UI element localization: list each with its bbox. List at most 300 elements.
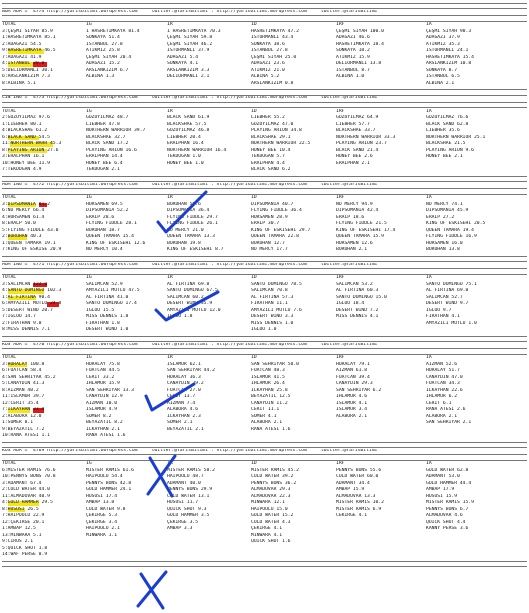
separator-line (2, 188, 527, 195)
rating-cell: SONKAYA 51.4 (86, 35, 120, 40)
separator-line (2, 89, 527, 96)
rating-cell: CEKIRGE 4.1 (336, 513, 368, 518)
rating-cell: PENNYS BONS 42.8 (86, 480, 132, 486)
rating-cell: ERALPHAN 16.4 (167, 141, 204, 146)
rating-cell: BEYAZATIL 2.1 (167, 426, 204, 432)
race-header-text: CIN ING = "4773 http://yarisbilimi.wordpress.com twitter:@YarisBilimi : http://yarisbilimi.wordpress.com twitter:@YarisBilimi (2, 96, 378, 100)
rating-cell: QUICK SHOT 4.4 (426, 519, 466, 525)
rating-cell: 1 HASRETIMKAYA 81.4 (86, 28, 140, 34)
total-cell: 9:BEYAZATIL 7.2 (2, 426, 45, 432)
total-cell: 2:GÖZÜYILMAZ 97.6 (2, 115, 50, 120)
race-block (2, 256, 527, 334)
rating-cell: AMYAZILI MUTLU 12.0 (167, 307, 221, 313)
total-cell: 7:ADAGAZI 41.9 (2, 54, 42, 60)
column-label: 1RF (336, 275, 345, 280)
rating-cell: HUSUSI 15.9 (426, 493, 458, 499)
total-cell: 2:ADAGAZI 54.5 (2, 41, 42, 47)
rating-cell: ALMADOVAR 22.3 (251, 493, 291, 499)
rating-cell: QUICK SHOT 9.3 (167, 506, 207, 512)
table-row (2, 327, 527, 334)
rating-cell: DIPSOMANIA 40.7 (251, 201, 294, 207)
rating-cell: COLD WATER 13.1 (167, 493, 210, 499)
total-cell: 8:AIZMAN 40.2 (2, 387, 39, 393)
total-cell: 8:ALBINA 5.1 (2, 80, 36, 86)
rating-cell: ADAGAZI 23.6 (251, 61, 285, 66)
column-label: 1D (251, 275, 257, 280)
rating-cell: GOLD WATER 15.2 (251, 513, 294, 518)
rating-cell: AL FIRTINA 69.0 (426, 288, 469, 293)
rating-cell: QUEEN TAMARA 15.4 (86, 234, 134, 239)
rating-cell: ADAGAZI 15.2 (86, 61, 120, 66)
separator-line (2, 348, 527, 355)
rating-cell: DELIORMANLI 13.8 (336, 61, 382, 66)
rating-cell: IGLOO 1.0 (251, 327, 277, 332)
total-cell: 6:FUATCAN 58.4 (2, 368, 42, 373)
rating-cell: KANNY PERSE 3.6 (426, 526, 469, 531)
rating-cell: AIZMAN 7.4 (167, 400, 196, 406)
separator-line (2, 15, 527, 22)
rating-cell: ÇEŞMİ SIYAH 46.2 (167, 41, 213, 47)
rating-cell: AMBAP 13.8 (86, 500, 115, 505)
rating-cell: ÇEŞMİ SIYAH 20.4 (86, 54, 132, 60)
rating-cell: ISTORMANLI 37.9 (167, 48, 210, 53)
rating-cell: ADAMANT 34.4 (336, 480, 370, 486)
rating-cell: ISTANBUL 27.8 (251, 48, 288, 53)
rating-cell: HAIPOOLU 54.4 (86, 474, 123, 479)
rating-cell: HONEY BEE 2.6 (336, 154, 373, 159)
rating-cell: ADAMANT 53.0 (426, 474, 460, 479)
race-header-text: KOS ADA = "4770 http://yarisbilimi.wordpress.com twitter:@YarisBilimi : http://yarisbilimi.wordpress.com twitter:@YarisBilimi (2, 342, 378, 347)
rating-cell: TEKDOGAN 2.1 (86, 167, 120, 172)
rating-cell: ARSLANKIZIM 0.8 (251, 80, 294, 86)
rating-cell: IGLOO 1.8 (167, 314, 193, 319)
rating-cell: BLACK SAND 61.9 (167, 115, 210, 120)
rating-cell: ÇEKIRGE 3.5 (167, 519, 199, 525)
rating-cell: HURSAMEN 28.9 (251, 214, 288, 220)
rating-cell: SONKAYA 18.2 (336, 48, 370, 53)
rating-cell: ISTORMANLI 43.4 (251, 35, 294, 40)
rating-cell: PLAYING ARION 23.7 (336, 141, 387, 146)
rating-cell: KING OF ESKISEHI 8.7 (167, 247, 224, 252)
rating-cell: ÇEŞMİ SIYAH 90.3 (426, 28, 472, 34)
column-label: 1RF (336, 461, 345, 466)
separator-line (2, 442, 527, 449)
column-label: 1A (426, 22, 432, 27)
rating-cell: HASRETIMKAYA 15.4 (426, 54, 474, 60)
race-header (2, 343, 527, 348)
rating-cell: SALIMCAN 52.9 (86, 281, 123, 287)
rating-cell: ISLAMOR 3.4 (336, 407, 368, 412)
total-cell: 10:RANA ATESI 1.1 (2, 433, 50, 438)
rating-cell: CANAYDIN 47.0 (426, 374, 463, 380)
rating-cell: ALMADOVAR 13.3 (336, 493, 376, 499)
rating-cell: SÖMER 2.1 (167, 420, 193, 425)
total-cell: 2:BÖRÜHAN 40.3 (2, 234, 42, 239)
total-cell: 13:MINWARA 5.1 (2, 532, 42, 538)
rating-cell: IGLOO 18.4 (336, 301, 365, 306)
total-cell: 4:HURSAMEN 61.4 (2, 214, 45, 220)
rating-cell: HUSUSI 17.4 (86, 493, 118, 499)
rating-cell: HURSAMEN 69.5 (86, 201, 123, 207)
column-label: TOTAL (2, 108, 17, 114)
rating-cell: ÇEKIRGE 3.4 (86, 519, 118, 525)
total-cell: 4:GOLD HAMMER 29.5 (2, 500, 53, 505)
total-cell: 11:ISLAMOR 39.7 (2, 394, 45, 399)
rating-cell: ÇEŞMİ SIYAH 100.0 (336, 28, 384, 34)
rating-cell: PLAYING ARION 16.6 (86, 147, 137, 153)
total-cell: 1:QUEEN TAMARA 19.1 (2, 240, 56, 246)
separator-line (2, 256, 527, 263)
rating-cell: CANAYDIN 29.3 (336, 381, 373, 386)
rating-cell: ILKAYHAN 22.6 (426, 387, 463, 393)
rating-cell: ISLAMOR 62.1 (167, 361, 201, 367)
rating-cell: BÖRÜHAN 19.8 (167, 240, 201, 246)
column-label: 1D (251, 22, 257, 27)
rating-cell: SALIMCAN 53.2 (336, 281, 373, 287)
rating-cell: FUATCAN 34.3 (426, 381, 460, 386)
rating-cell: HONEY BEE 10.4 (251, 147, 291, 153)
rating-cell: RANA ATESI 2.6 (426, 407, 466, 412)
rating-cell: HONEY BEE 1.0 (167, 160, 204, 166)
rating-cell: BLACK SAND 6.2 (251, 167, 291, 172)
rating-cell: SALIMCAN 52.7 (426, 294, 463, 300)
race-header-text: KOS ADA = "4769 http://yarisbilimi.wordpress.com twitter:@YarisBilimi : http://yarisbilimi.wordpress.com twitter:@YarisBilimi (2, 448, 378, 453)
rating-cell: GÖZÜYILMAZ 47.0 (251, 121, 294, 127)
total-cell: 3:SALIMCAN 122.0 (2, 281, 48, 287)
rating-cell: AIZMAN 52.6 (426, 361, 458, 367)
rating-cell: SONKAYA 4.1 (167, 61, 199, 66)
total-cell: 1:AL FIRTINA 90.4 (2, 294, 50, 300)
rating-cell: ISTANBUL 8.7 (336, 67, 370, 73)
column-label: 1R (167, 355, 173, 360)
rating-cell: ISTORMANLI 24.1 (426, 48, 469, 53)
rating-cell: LIEBHER 35.6 (426, 128, 460, 133)
rating-cell: FLYING FIDDLE 26.1 (167, 221, 218, 226)
column-label: 1R (167, 108, 173, 114)
total-cell: 4:BLACKSHAE 61.2 (2, 128, 48, 133)
total-cell: 4:SANTO DOMINGO 102.3 (2, 288, 62, 293)
rating-cell: NO MERCY 74.1 (426, 201, 463, 207)
rating-cell: DIPSOMANIA 52.2 (86, 208, 129, 213)
rating-cell: ISLAMOR 4.1 (336, 400, 368, 406)
rating-cell: COLD WATER 9.8 (86, 506, 126, 512)
total-cell: 8:PLAYING ARION 27.6 (2, 147, 59, 153)
rating-cell: LIEBHER 57.7 (336, 121, 370, 127)
total-cell: 14:WAF PERSE 0.9 (2, 552, 48, 557)
race-header (2, 96, 527, 101)
total-cell: 10:HONEY BEE 11.9 (2, 160, 50, 166)
column-label: TOTAL (2, 355, 17, 360)
rating-cell: BLACKSHAE 57.5 (167, 121, 207, 127)
race-header (2, 263, 527, 268)
rating-cell: ATIKMIZ 25.8 (86, 48, 120, 53)
rating-cell: QUEEN TAMARA 15.9 (336, 234, 384, 239)
total-cell: 12:CERIT 35.4 (2, 400, 39, 406)
total-cell: 6:NO MERCY 66.4 (2, 208, 45, 213)
total-cell: 2:COLD WATER 44.0 (2, 487, 50, 492)
rating-cell: DIPSOMANIA 45.9 (426, 208, 469, 213)
rating-cell: ADAGAZI 37.9 (426, 35, 460, 40)
rating-cell: BÖRÜHAN 12.7 (251, 240, 285, 246)
rating-cell: AMYAZILI MUTLU 47.5 (86, 288, 140, 293)
rating-cell: ILKAYHAN 2.1 (86, 426, 120, 432)
rating-cell: ERALP 27.2 (426, 214, 455, 220)
separator-line (2, 3, 527, 10)
column-label: 1A (426, 195, 432, 200)
rating-cell: MISS DENNIS 1.8 (86, 314, 129, 319)
rating-cell: KING OF ESKISEHI 17.4 (336, 227, 396, 233)
total-cell: 5:FLYING FIDDLE 43.0 (2, 227, 59, 233)
rating-cell: ADAGAZI 5.4 (167, 54, 199, 60)
rating-cell: ÇEKIRGE 5.3 (86, 513, 118, 518)
rating-cell: DESERT WIND 7.2 (336, 307, 379, 313)
rating-cell: ÇEKIRGE 4.1 (251, 526, 283, 531)
rating-cell: LIEBHER 47.8 (86, 121, 120, 127)
column-label: 1G (86, 461, 92, 466)
rating-cell: ERALPHAN 14.4 (86, 154, 123, 159)
rating-cell: HASRETIMKAYA 47.2 (251, 28, 299, 34)
rating-cell: MISS DENNIS 4.1 (336, 314, 379, 319)
rating-cell: FIRATHAN 4.1 (426, 314, 460, 319)
column-label: 1A (426, 275, 432, 280)
rating-cell: AL FIRTINA 60.3 (336, 288, 379, 293)
rating-cell: BLACKSHAE 21.5 (426, 141, 466, 146)
total-cell: 7:ILKAYHAN 33.4 (2, 407, 45, 412)
rating-cell: BLACKSHAE 33.7 (336, 128, 376, 133)
rating-cell: QUICK SHOT 1.6 (251, 539, 291, 544)
column-label: 1G (86, 195, 92, 200)
rating-cell: PENNYS BONS 55.6 (336, 467, 382, 473)
total-cell: 8:MISS DENNIS 7.1 (2, 327, 50, 332)
rating-cell: SAN SEHRIYAR 2.1 (426, 420, 472, 425)
table-row (2, 81, 527, 88)
column-label: 1R (167, 461, 173, 466)
separator-line (2, 336, 527, 343)
rating-cell: ILKAYHAN 2.3 (167, 413, 201, 419)
rating-cell: GÖZÜYILMAZ 64.9 (336, 115, 379, 120)
race-block (2, 89, 527, 174)
rating-cell: ISTANBUL 6.5 (426, 74, 460, 79)
rating-cell: DESERT WIND 3.3 (251, 314, 294, 319)
rating-cell: KING OF ESKISEHI 12.6 (86, 240, 146, 246)
rating-cell: SAN SEHRIYAR 44.2 (167, 368, 215, 373)
rating-cell: ALBINA 5.2 (251, 74, 280, 79)
rating-cell: FLYING FIDDLE 36.4 (251, 208, 302, 213)
separator-line (2, 561, 527, 568)
rating-cell: NORTHERN WARRIOR 33.3 (336, 134, 396, 140)
column-label: 1R (167, 195, 173, 200)
rating-cell: CANAYDIN 12.9 (86, 394, 123, 399)
rating-cell: ERALPHAN 2.1 (336, 160, 370, 166)
column-label: TOTAL (2, 195, 17, 200)
rating-cell: SAN SEHRIYAR 50.0 (251, 361, 299, 367)
rating-cell: HORALAY 75.8 (86, 361, 120, 367)
rating-cell: KING OF ESKISEHI 20.5 (426, 221, 486, 226)
total-cell: 7:IGLOO 14.7 (2, 314, 36, 319)
rating-cell: MINWARA 1.1 (86, 532, 118, 538)
total-cell: 2:FIRATHAN 9.0 (2, 320, 42, 326)
rating-cell: NORTHERN WARRIOR 16.4 (167, 147, 227, 153)
rating-cell: BLACK SAND 17.2 (86, 141, 129, 146)
total-cell: 5:DELIORMANLI 30.1 (2, 67, 53, 73)
rating-cell: ERALP 28.6 (86, 214, 115, 220)
total-cell: 4:SAN SEHRIYAR 45.2 (2, 374, 56, 380)
rating-cell: ALBINA 2.1 (426, 80, 455, 86)
race-header (2, 10, 527, 15)
column-label: 1D (251, 108, 257, 114)
rating-cell: NO MERCY 21.0 (167, 227, 204, 233)
column-label: 1D (251, 355, 257, 360)
total-cell: 4:ISTANBUL 39.8 (2, 61, 45, 66)
rating-cell: NO MERCY 10.4 (86, 247, 123, 252)
race-header (2, 449, 527, 454)
total-cell: 7:TEKDOGAN 4.9 (2, 167, 42, 172)
rating-cell: GÖZÜYILMAZ 48.7 (86, 115, 129, 120)
rating-cell: DESERT WIND 9.7 (426, 301, 469, 306)
column-label: 1G (86, 355, 92, 360)
rating-cell: ATIKMIZ 35.3 (426, 41, 460, 47)
rating-cell: IGLOO 15.5 (86, 307, 115, 313)
total-cell: 10:PENNYS BONS 70.8 (2, 474, 56, 479)
rating-cell: SANTO DOMINGO 67.5 (167, 288, 218, 293)
rating-cell: SAN SEHRIYAR 6.2 (336, 387, 382, 393)
total-cell: 1:SÖMER 8.1 (2, 420, 34, 425)
rating-cell: IHLAMUR 4.6 (336, 394, 368, 399)
rating-cell: SALIMCAN 70.8 (251, 288, 288, 293)
rating-cell: MISTER RAMIS 6.9 (336, 506, 382, 512)
total-cell: 5:CANAYDIN 41.3 (2, 381, 45, 386)
rating-cell: NORTHERN WARRIOR 25.1 (426, 134, 486, 140)
total-cell: 9:HASRETIMKAYA 46.5 (2, 48, 56, 53)
rating-cell: BLACKSHAE 29.1 (251, 134, 291, 140)
rating-cell: MISTER RAMIS 15.9 (426, 500, 474, 505)
column-label: 1A (426, 108, 432, 114)
column-label: TOTAL (2, 22, 17, 27)
race-header (2, 183, 527, 188)
rating-cell: DIPSOMANIA 36.4 (167, 208, 210, 213)
rating-cell: HURSAMEN 12.6 (336, 240, 373, 246)
total-cell: 1:LIEBHER 80.1 (2, 121, 42, 127)
rating-cell: GOLD HAMMER 24.1 (86, 487, 132, 492)
column-label: 1RF (336, 355, 345, 360)
separator-line (2, 176, 527, 183)
rating-cell: QUEEN TAMARA 19.4 (426, 227, 474, 233)
rating-cell: FIRATHAN 1.8 (86, 320, 120, 326)
rating-cell: NORTHERN WARRIOR 22.5 (251, 141, 311, 146)
rating-cell: DELIORMANLI 2.1 (167, 74, 210, 79)
column-label: 1D (251, 461, 257, 466)
rating-cell: AL FIRTINA 57.3 (251, 294, 294, 300)
table-row (2, 247, 527, 254)
total-cell: 1:AMBAP 12.5 (2, 526, 36, 531)
total-cell: 7:KING OF ESKISE 20.9 (2, 247, 62, 252)
total-cell: 8:ERALP 50.0 (2, 221, 36, 226)
pen-cross-2 (138, 572, 166, 608)
rating-cell: FUATCAN 39.4 (336, 374, 370, 380)
rating-cell: AMYAZILI MUTLU 1.0 (426, 320, 477, 326)
rating-cell: FLYING FIDDLE 21.5 (336, 221, 387, 226)
rating-cell: RANA ATESI 1.6 (251, 426, 291, 432)
column-label: 1RF (336, 22, 345, 27)
rating-cell: MISS DENNIS 1.0 (251, 320, 294, 326)
column-label: 1G (86, 275, 92, 280)
total-cell: 6:BLACK SAND 54.5 (2, 134, 50, 140)
rating-cell: IGLOO 9.7 (426, 307, 452, 313)
rating-cell: NO MERCY 17.7 (251, 247, 288, 252)
rating-cell: FLYING FIDDLE 16.9 (426, 234, 477, 239)
rating-cell: FLYING FIDDLE 28.1 (86, 221, 137, 226)
rating-cell: CANAYDIN 29.2 (167, 381, 204, 386)
rating-cell: ÇEŞMİ SIYAH 25.0 (251, 54, 297, 60)
rating-cell: AIZMAN 61.8 (336, 368, 368, 373)
rating-cell: ERALPHAN 4.4 (251, 160, 285, 166)
column-label: 1A (426, 461, 432, 466)
race-header-text: MUM ING = "4771 http://yarisbilimi.wordpress.com twitter:@YarisBilimi : http://yarisbilimi.wordpress.com twitter:@YarisBilimi (2, 262, 378, 267)
rating-cell: LIEBHER 55.2 (251, 115, 285, 120)
rating-cell: TEKDOGAN 1.0 (167, 154, 201, 159)
rating-cell: IHLAMUR 15.9 (86, 381, 120, 386)
total-cell: 11:ALMADOVAR 40.9 (2, 493, 50, 499)
rating-cell: AL FIRTINA 69.8 (167, 281, 210, 287)
total-cell: 3:ÇEŞMİ SIYAH 85.9 (2, 28, 53, 34)
rating-cell: ALMADOVAR 4.6 (426, 513, 463, 518)
race-header-text: NUM ADA = "4774 http://yarisbilimi.wordpress.com twitter:@YarisBilimi : http://yarisbilimi.wordpress.com twitter:@YarisBilimi (2, 9, 378, 14)
rating-cell: CERIT 33.2 (86, 374, 115, 380)
rating-cell: CERIT 11.1 (251, 407, 280, 412)
rating-cell: ISLAMOR 41.5 (251, 374, 285, 380)
rating-cell: SONKAYA 38.6 (251, 41, 285, 47)
rating-cell: ISLAMOR 4.9 (86, 407, 118, 412)
rating-cell: ALABORA 2.1 (251, 420, 283, 425)
rating-cell: BÖRÜHAN 2.1 (336, 247, 368, 252)
rating-cell: GÖZÜYILMAZ 76.6 (426, 115, 469, 120)
rating-cell: FUATCAN 27.0 (167, 387, 201, 393)
rating-cell: QUEEN TAMARA 13.3 (167, 234, 215, 239)
rating-cell: PLAYING ARION 34.8 (251, 128, 302, 133)
rating-cell: DESERT WIND 1.0 (86, 327, 129, 332)
rating-cell: BEYAZATIL 8.2 (86, 420, 123, 425)
rating-cell: BÖRÜHAN 18.7 (86, 227, 120, 233)
rating-cell: ALABORA 2.1 (336, 413, 368, 419)
rating-cell: KING OF ESKISEHI 29.7 (251, 227, 311, 233)
rating-cell: ALABORA 2.1 (426, 413, 458, 419)
rating-cell: GOLD WATER 62.8 (426, 467, 469, 473)
rating-cell: FUATCAN 48.3 (251, 368, 285, 373)
rating-cell: TEKDOGAN 5.7 (251, 154, 285, 159)
rating-cell: BLACK SAND 62.8 (426, 121, 469, 127)
race-block (2, 336, 527, 440)
rating-cell: ADAMANT 40.0 (167, 480, 201, 486)
column-label: TOTAL (2, 461, 17, 466)
rating-cell: AMBAP 3.3 (167, 526, 193, 531)
rating-cell: LIEBHER 20.4 (167, 134, 201, 140)
rating-cell: ATIKMIZ 21.0 (251, 67, 285, 73)
total-cell: 5:QUICK SHOT 1.8 (2, 545, 48, 551)
rating-cell: HURSAMEN 16.0 (426, 240, 463, 246)
total-cell: 3:DIPSOMANIA 81.2 (2, 201, 50, 207)
rating-cell: ARSLANKIZIM 3.3 (167, 67, 210, 73)
rating-cell: AMBAP 17.9 (426, 487, 455, 492)
rating-cell: HASRETIMKAYA 18.4 (336, 41, 384, 47)
rating-cell: MINWARA 4.1 (251, 532, 283, 538)
rating-cell: BÖRÜHAN 55.6 (167, 201, 201, 207)
rating-cell: HAIPOOLU 2.1 (86, 526, 120, 531)
rating-cell: BLACK SAND 21.4 (336, 147, 379, 153)
total-cell: 12:ÇEKIRGE 20.1 (2, 519, 45, 525)
rating-cell: BÖRÜHAN 13.8 (426, 247, 460, 252)
rating-cell: HAIPOOLU 48.7 (167, 474, 204, 479)
race-block (2, 176, 527, 254)
